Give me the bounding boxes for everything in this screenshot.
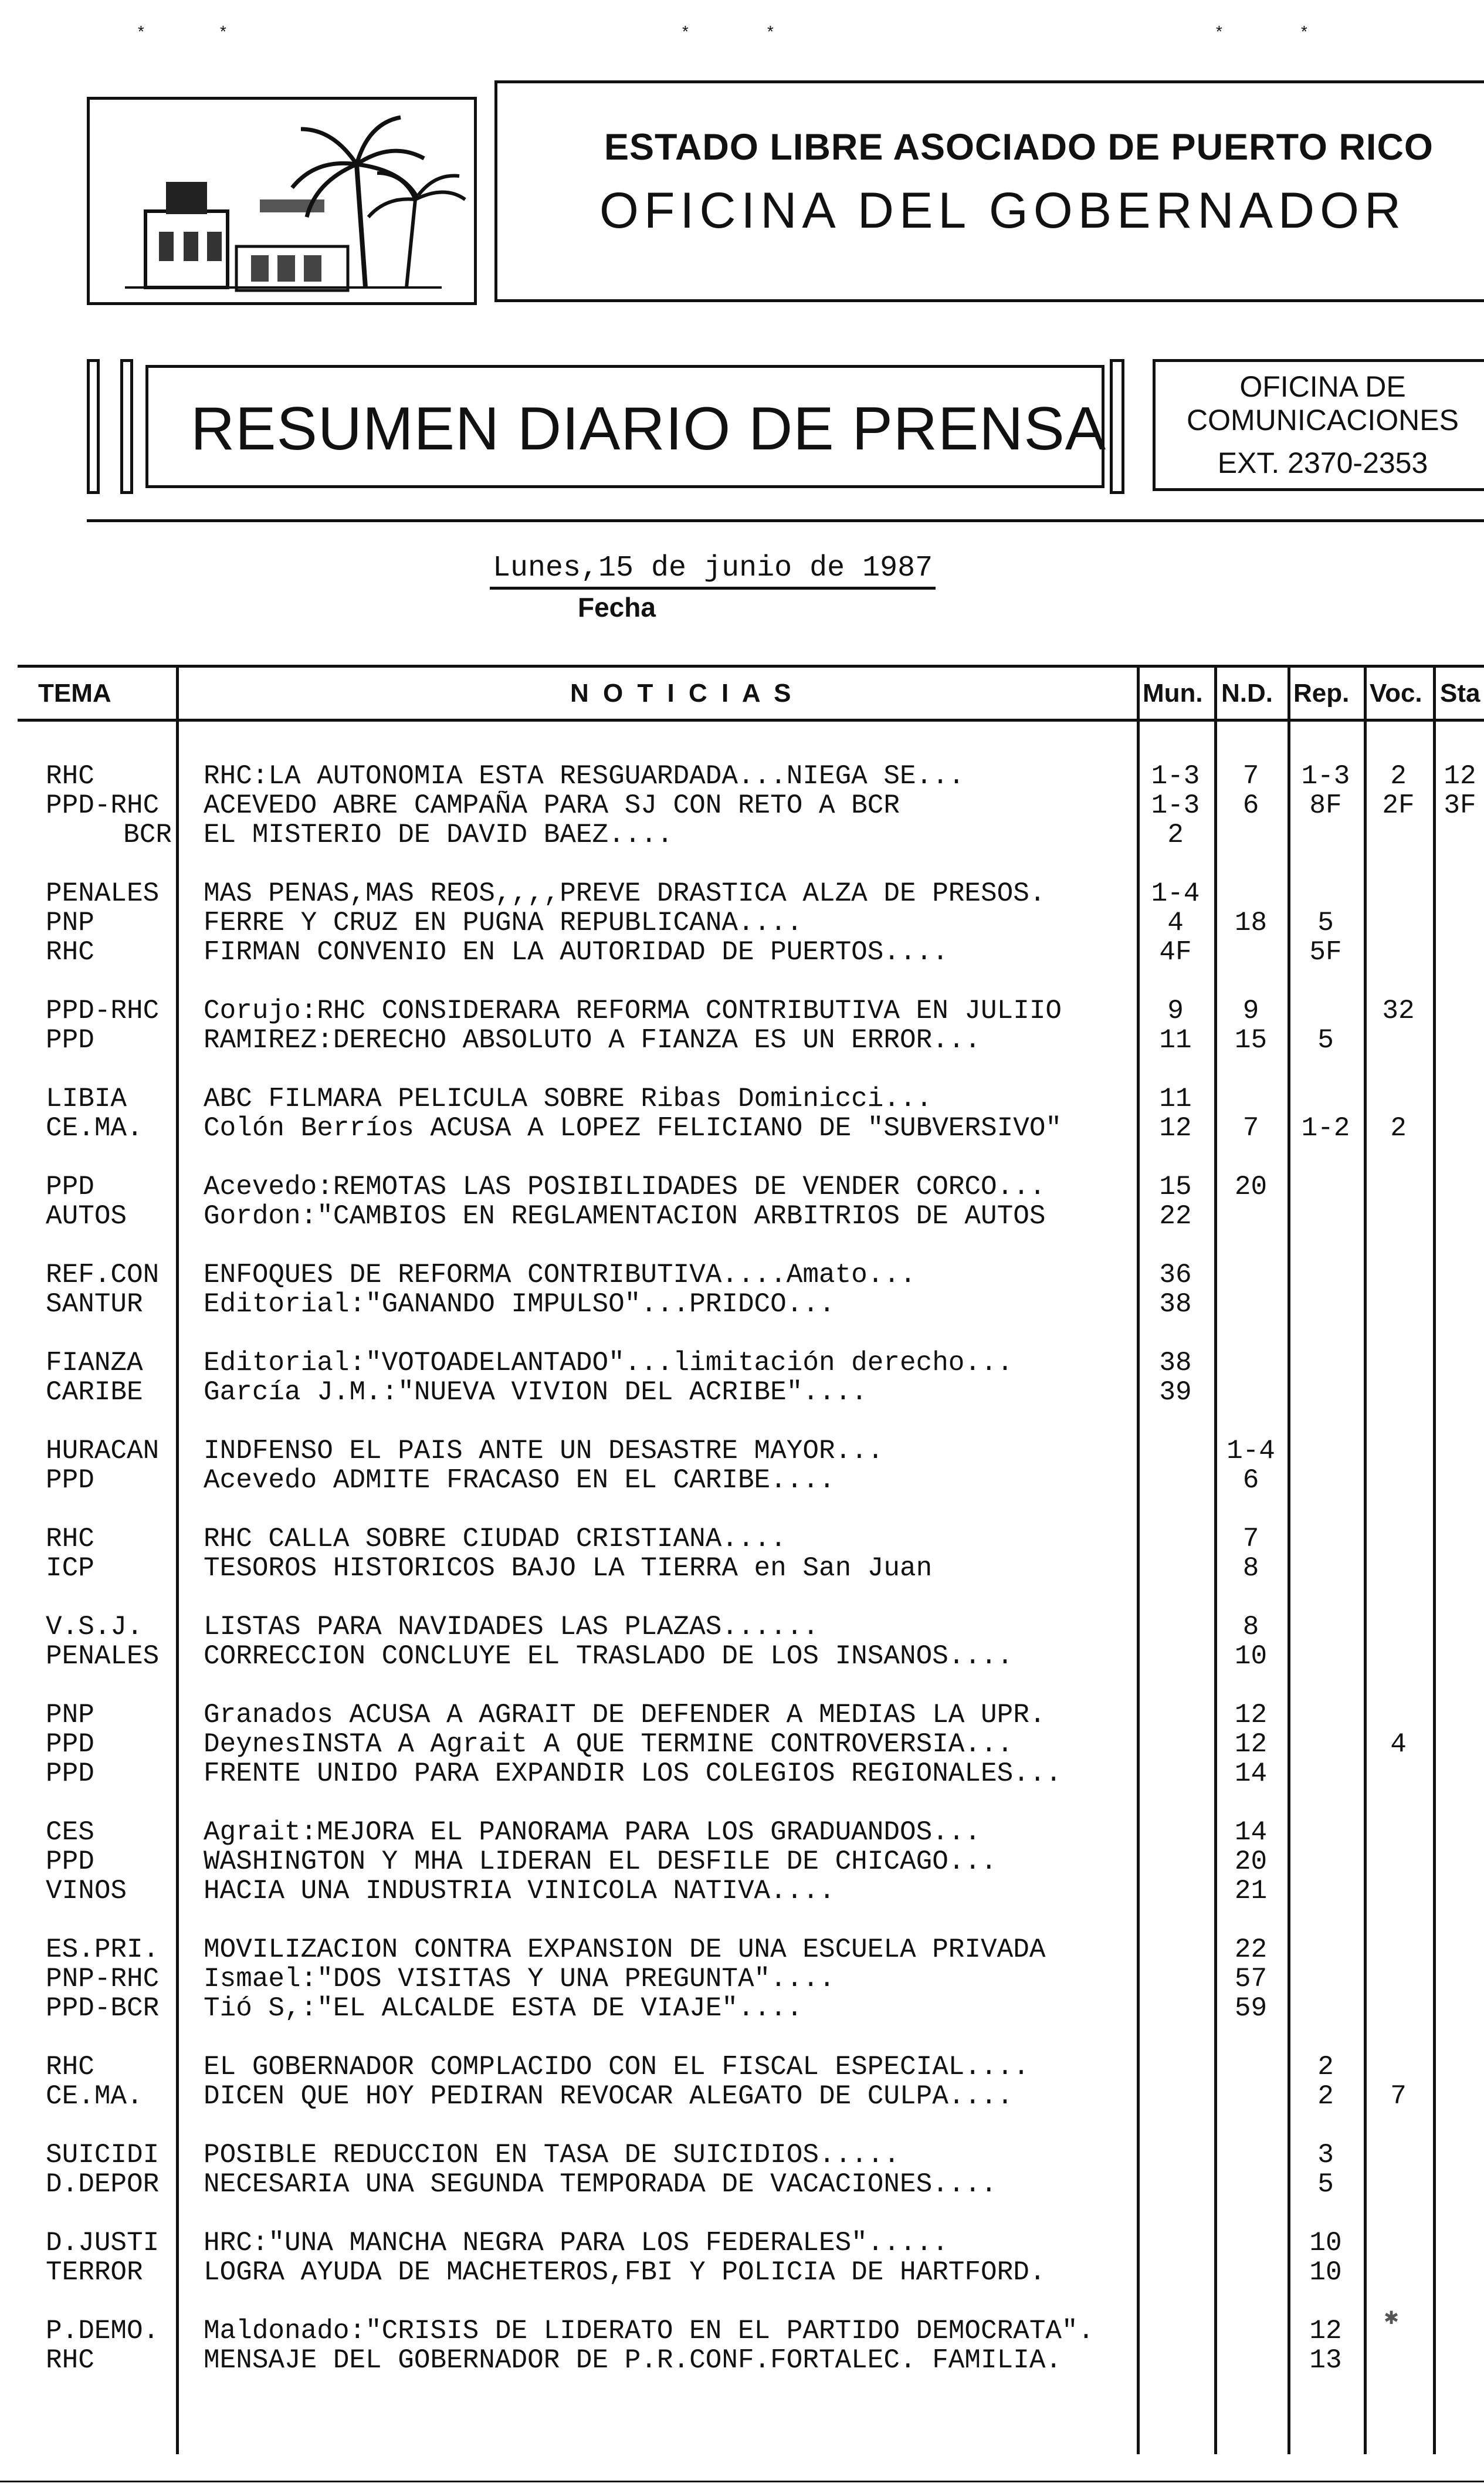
row-noticia: HACIA UNA INDUSTRIA VINICOLA NATIVA....: [204, 1876, 835, 1906]
row-noticia: LISTAS PARA NAVIDADES LAS PLAZAS......: [204, 1612, 819, 1642]
column-line: [176, 665, 179, 2454]
column-line: [1364, 665, 1367, 2454]
row-rep-page: 2: [1317, 2081, 1334, 2112]
row-tema: CARIBE: [46, 1377, 143, 1408]
row-tema: PNP: [46, 908, 94, 938]
row-mun-page: 12: [1159, 1113, 1192, 1143]
column-header-voc: Voc.: [1370, 679, 1422, 708]
banner-bar: [120, 359, 133, 494]
row-noticia: WASHINGTON Y MHA LIDERAN EL DESFILE DE CHICAGO...: [204, 1847, 997, 1876]
row-noticia: RHC:LA AUTONOMIA ESTA RESGUARDADA...NIEGA SE...: [204, 762, 965, 791]
row-nd-page: 7: [1242, 761, 1259, 791]
row-mun-page: 11: [1159, 1025, 1192, 1055]
row-tema: P.DEMO.: [46, 2316, 160, 2346]
speck: *: [136, 25, 146, 43]
row-noticia: Editorial:"GANANDO IMPULSO"...PRIDCO...: [204, 1290, 835, 1319]
row-tema: D.JUSTI: [46, 2228, 160, 2258]
row-tema: PPD-BCR: [46, 1993, 160, 2024]
column-header-nd: N.D.: [1221, 679, 1273, 708]
table-header-rule: [18, 719, 1484, 722]
row-noticia: EL MISTERIO DE DAVID BAEZ....: [204, 820, 673, 850]
row-tema: RHC: [46, 1524, 94, 1554]
row-nd-page: 20: [1234, 1172, 1268, 1202]
row-mun-page: 22: [1159, 1201, 1192, 1232]
row-tema: PPD: [46, 1846, 94, 1877]
row-noticia: DeynesINSTA A Agrait A QUE TERMINE CONTROVERSIA...: [204, 1730, 1014, 1759]
row-noticia: Agrait:MEJORA EL PANORAMA PARA LOS GRADUANDOS...: [204, 1818, 981, 1847]
row-noticia: FERRE Y CRUZ EN PUGNA REPUBLICANA....: [204, 908, 803, 938]
date-underline: [490, 587, 936, 590]
row-noticia: ABC FILMARA PELICULA SOBRE Ribas Dominicci...: [204, 1084, 933, 1114]
row-nd-page: 12: [1234, 1700, 1268, 1730]
page-bottom-edge: [0, 2481, 1484, 2482]
row-sta-page: 3F: [1444, 790, 1476, 821]
row-rep-page: 10: [1309, 2228, 1342, 2258]
row-tema: PPD: [46, 1172, 94, 1202]
row-mun-page: 38: [1159, 1348, 1192, 1378]
row-tema: VINOS: [46, 1876, 127, 1906]
row-noticia: MAS PENAS,MAS REOS,,,,PREVE DRASTICA ALZA DE PRESOS.: [204, 879, 1046, 908]
row-nd-page: 7: [1242, 1113, 1259, 1143]
row-nd-page: 18: [1234, 908, 1268, 938]
row-noticia: Acevedo ADMITE FRACASO EN EL CARIBE....: [204, 1466, 835, 1495]
row-noticia: García J.M.:"NUEVA VIVION DEL ACRIBE"....: [204, 1378, 868, 1407]
row-voc-page: 7: [1390, 2081, 1407, 2112]
row-nd-page: 8: [1242, 1612, 1259, 1642]
row-noticia: ACEVEDO ABRE CAMPAÑA PARA SJ CON RETO A BCR: [204, 791, 900, 820]
office-label: OFICINA DE: [1239, 370, 1406, 403]
row-mun-page: 9: [1167, 996, 1184, 1026]
row-tema: RHC: [46, 937, 94, 967]
row-nd-page: 9: [1242, 996, 1259, 1026]
government-name: ESTADO LIBRE ASOCIADO DE PUERTO RICO: [604, 127, 1434, 168]
row-tema: RHC: [46, 761, 94, 791]
row-tema: D.DEPOR: [46, 2169, 160, 2200]
banner-bar: [87, 359, 100, 494]
row-tema: RHC: [46, 2345, 94, 2376]
row-rep-page: 3: [1317, 2140, 1334, 2170]
row-tema: SUICIDI: [46, 2140, 160, 2170]
column-header-tema: TEMA: [38, 679, 111, 708]
row-nd-page: 20: [1234, 1846, 1268, 1877]
row-noticia: Ismael:"DOS VISITAS Y UNA PREGUNTA"....: [204, 1964, 835, 1994]
row-tema: PPD: [46, 1025, 94, 1055]
column-header-noticias: N O T I C I A S: [570, 679, 795, 708]
row-voc-page: 4: [1390, 1729, 1407, 1760]
row-tema: TERROR: [46, 2257, 143, 2288]
table-top-rule: [18, 665, 1484, 668]
stamp-mark: ✱: [1384, 2305, 1399, 2332]
row-noticia: EL GOBERNADOR COMPLACIDO CON EL FISCAL ESPECIAL....: [204, 2052, 1029, 2082]
row-noticia: RHC CALLA SOBRE CIUDAD CRISTIANA....: [204, 1524, 787, 1554]
row-rep-page: 10: [1309, 2257, 1342, 2288]
banner-bar: [1110, 359, 1124, 494]
row-rep-page: 1-3: [1301, 761, 1350, 791]
row-mun-page: 11: [1159, 1084, 1192, 1114]
row-nd-page: 12: [1234, 1729, 1268, 1760]
row-nd-page: 14: [1234, 1758, 1268, 1789]
extension-label: EXT. 2370-2353: [1217, 446, 1428, 479]
row-sta-page: 12: [1444, 761, 1476, 791]
column-header-rep: Rep.: [1293, 679, 1350, 708]
row-rep-page: 12: [1309, 2316, 1342, 2346]
column-line: [1433, 665, 1436, 2454]
communications-label: COMUNICACIONES: [1187, 404, 1459, 437]
column-header-sta: Sta: [1440, 679, 1480, 708]
row-tema: CE.MA.: [46, 1113, 143, 1143]
row-tema: CES: [46, 1817, 94, 1848]
row-tema: ICP: [46, 1553, 94, 1584]
row-mun-page: 36: [1159, 1260, 1192, 1290]
speck: *: [680, 25, 690, 43]
row-mun-page: 1-4: [1151, 878, 1200, 909]
row-tema: SANTUR: [46, 1289, 143, 1320]
row-nd-page: 8: [1242, 1553, 1259, 1584]
row-noticia: FRENTE UNIDO PARA EXPANDIR LOS COLEGIOS REGIONALES...: [204, 1759, 1062, 1788]
row-rep-page: 5: [1317, 908, 1334, 938]
column-header-mun: Mun.: [1143, 679, 1203, 708]
row-noticia: Editorial:"VOTOADELANTADO"...limitación derecho...: [204, 1348, 1014, 1378]
row-tema: PPD-RHC: [46, 996, 160, 1026]
row-tema: LIBIA: [46, 1084, 127, 1114]
row-tema: PPD: [46, 1729, 94, 1760]
row-voc-page: 32: [1382, 996, 1415, 1026]
row-mun-page: 1-3: [1151, 790, 1200, 821]
row-tema: PPD: [46, 1758, 94, 1789]
row-noticia: MOVILIZACION CONTRA EXPANSION DE UNA ESCUELA PRIVADA: [204, 1935, 1046, 1964]
row-mun-page: 2: [1167, 820, 1184, 850]
row-nd-page: 57: [1234, 1964, 1268, 1994]
governor-seal-picture: [87, 97, 477, 305]
row-tema: V.S.J.: [46, 1612, 143, 1642]
row-nd-page: 14: [1234, 1817, 1268, 1848]
row-noticia: FIRMAN CONVENIO EN LA AUTORIDAD DE PUERTOS....: [204, 938, 948, 967]
row-noticia: POSIBLE REDUCCION EN TASA DE SUICIDIOS.....: [204, 2140, 900, 2170]
row-tema: PNP: [46, 1700, 94, 1730]
row-noticia: MENSAJE DEL GOBERNADOR DE P.R.CONF.FORTALEC. FAMILIA.: [204, 2346, 1062, 2375]
row-mun-page: 39: [1159, 1377, 1192, 1408]
row-rep-page: 13: [1309, 2345, 1342, 2376]
row-noticia: INDFENSO EL PAIS ANTE UN DESASTRE MAYOR...: [204, 1436, 884, 1466]
fortaleza-building-icon: [90, 100, 474, 302]
row-tema: AUTOS: [46, 1201, 127, 1232]
row-tema: PENALES: [46, 878, 160, 909]
row-nd-page: 21: [1234, 1876, 1268, 1906]
row-nd-page: 6: [1242, 1465, 1259, 1496]
row-rep-page: 5: [1317, 1025, 1334, 1055]
row-mun-page: 15: [1159, 1172, 1192, 1202]
row-noticia: Maldonado:"CRISIS DE LIDERATO EN EL PARTIDO DEMOCRATA".: [204, 2316, 1095, 2346]
speck: *: [1299, 25, 1309, 43]
row-tema: PPD-RHC: [46, 790, 160, 821]
row-voc-page: 2F: [1382, 790, 1415, 821]
row-tema: CE.MA.: [46, 2081, 143, 2112]
row-rep-page: 8F: [1309, 790, 1342, 821]
row-noticia: Colón Berríos ACUSA A LOPEZ FELICIANO DE "SUBVERSIVO": [204, 1114, 1062, 1143]
row-tema: REF.CON: [46, 1260, 160, 1290]
row-tema: PENALES: [46, 1641, 160, 1672]
row-tema: BCR: [123, 820, 172, 850]
row-rep-page: 5: [1317, 2169, 1334, 2200]
row-noticia: Corujo:RHC CONSIDERARA REFORMA CONTRIBUTIVA EN JULIIO: [204, 996, 1062, 1026]
row-nd-page: 6: [1242, 790, 1259, 821]
speck: *: [218, 25, 228, 43]
row-nd-page: 1-4: [1226, 1436, 1275, 1466]
row-tema: PPD: [46, 1465, 94, 1496]
row-noticia: Granados ACUSA A AGRAIT DE DEFENDER A MEDIAS LA UPR.: [204, 1700, 1046, 1730]
row-voc-page: 2: [1390, 761, 1407, 791]
row-nd-page: 7: [1242, 1524, 1259, 1554]
row-rep-page: 5F: [1309, 937, 1342, 967]
row-nd-page: 59: [1234, 1993, 1268, 2024]
row-nd-page: 10: [1234, 1641, 1268, 1672]
row-voc-page: 2: [1390, 1113, 1407, 1143]
speck: *: [765, 25, 775, 43]
row-nd-page: 15: [1234, 1025, 1268, 1055]
date-label: Fecha: [578, 592, 656, 622]
row-noticia: Tió S,:"EL ALCALDE ESTA DE VIAJE"....: [204, 1994, 803, 2023]
row-noticia: CORRECCION CONCLUYE EL TRASLADO DE LOS INSANOS....: [204, 1642, 1014, 1671]
row-tema: ES.PRI.: [46, 1934, 160, 1965]
row-noticia: Gordon:"CAMBIOS EN REGLAMENTACION ARBITRIOS DE AUTOS: [204, 1202, 1046, 1231]
row-noticia: DICEN QUE HOY PEDIRAN REVOCAR ALEGATO DE CULPA....: [204, 2082, 1014, 2111]
row-noticia: ENFOQUES DE REFORMA CONTRIBUTIVA....Amato...: [204, 1260, 916, 1290]
row-noticia: NECESARIA UNA SEGUNDA TEMPORADA DE VACACIONES....: [204, 2170, 997, 2199]
office-name: OFICINA DEL GOBERNADOR: [599, 182, 1407, 239]
speck: *: [1214, 25, 1224, 43]
row-noticia: TESOROS HISTORICOS BAJO LA TIERRA en San Juan: [204, 1554, 933, 1583]
row-mun-page: 4: [1167, 908, 1184, 938]
row-nd-page: 22: [1234, 1934, 1268, 1965]
row-tema: PNP-RHC: [46, 1964, 160, 1994]
divider: [87, 519, 1484, 522]
row-rep-page: 2: [1317, 2052, 1334, 2082]
row-noticia: HRC:"UNA MANCHA NEGRA PARA LOS FEDERALES".....: [204, 2228, 948, 2258]
row-mun-page: 4F: [1159, 937, 1192, 967]
row-mun-page: 1-3: [1151, 761, 1200, 791]
row-noticia: Acevedo:REMOTAS LAS POSIBILIDADES DE VENDER CORCO...: [204, 1172, 1046, 1202]
row-tema: FIANZA: [46, 1348, 143, 1378]
row-tema: HURACAN: [46, 1436, 160, 1466]
row-noticia: LOGRA AYUDA DE MACHETEROS,FBI Y POLICIA DE HARTFORD.: [204, 2258, 1046, 2287]
row-tema: RHC: [46, 2052, 94, 2082]
row-noticia: RAMIREZ:DERECHO ABSOLUTO A FIANZA ES UN ERROR...: [204, 1026, 981, 1055]
row-mun-page: 38: [1159, 1289, 1192, 1320]
row-rep-page: 1-2: [1301, 1113, 1350, 1143]
banner-title: RESUMEN DIARIO DE PRENSA: [191, 395, 1107, 463]
date-value: Lunes,15 de junio de 1987: [493, 552, 933, 585]
